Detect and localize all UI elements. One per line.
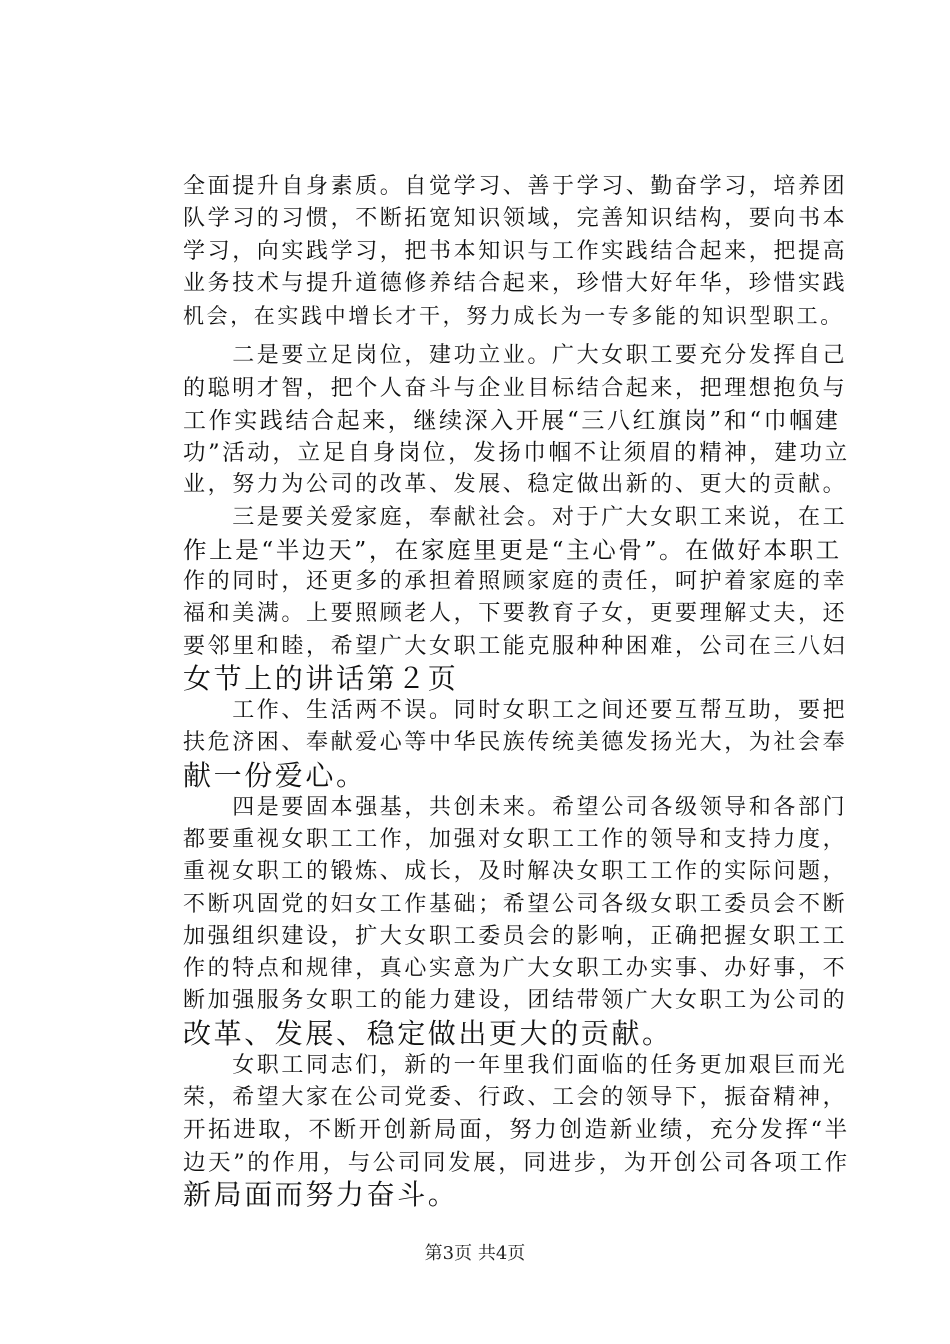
text-line: 断加强服务女职工的能力建设，团结带领广大女职工为公司的 — [183, 988, 848, 1013]
text-line: 三是要关爱家庭，奉献社会。对于广大女职工来说，在工 — [183, 505, 848, 530]
text-line: 功”活动，立足自身岗位，发扬巾帼不让须眉的精神，建功立 — [183, 440, 850, 466]
text-line: 作的特点和规律，真心实意为广大女职工办实事、办好事，不 — [183, 956, 848, 981]
text-line: 都要重视女职工工作，加强对女职工工作的领导和支持力度， — [183, 827, 848, 852]
text-line: 工作实践结合起来，继续深入开展“三八红旗岗”和“巾帼建 — [183, 408, 841, 434]
text-line: 队学习的习惯，不断拓宽知识领域，完善知识结构，要向书本 — [183, 206, 848, 231]
text-line: 加强组织建设，扩大女职工委员会的影响，正确把握女职工工 — [183, 924, 848, 949]
text-line: 二是要立足岗位，建功立业。广大女职工要充分发挥自己 — [183, 343, 848, 368]
text-line: 要邻里和睦，希望广大女职工能克服种种困难，公司在三八妇 — [183, 634, 848, 659]
text-line: 女节上的讲话第２页 — [183, 662, 459, 695]
text-line: 业，努力为公司的改革、发展、稳定做出新的、更大的贡献。 — [183, 472, 848, 497]
text-line: 献一份爱心。 — [183, 759, 367, 792]
text-line: 扶危济困、奉献爱心等中华民族传统美德发扬光大，为社会奉 — [183, 730, 848, 755]
text-line: 新局面而努力奋斗。 — [183, 1178, 459, 1211]
text-line: 作上是“半边天”，在家庭里更是“主心骨”。在做好本职工 — [183, 536, 842, 564]
text-line: 荣，希望大家在公司党委、行政、工会的领导下，振奋精神， — [183, 1085, 848, 1110]
text-line: 学习，向实践学习，把书本知识与工作实践结合起来，把提高 — [183, 239, 848, 264]
text-line: 全面提升自身素质。自觉学习、善于学习、勤奋学习，培养团 — [183, 174, 848, 199]
text-line: 四是要固本强基，共创未来。希望公司各级领导和各部门 — [183, 795, 848, 820]
text-line: 开拓进取，不断开创新局面，努力创造新业绩，充分发挥“半 — [183, 1117, 850, 1143]
text-line: 机会，在实践中增长才干，努力成长为一专多能的知识型职工。 — [183, 304, 844, 328]
text-line: 改革、发展、稳定做出更大的贡献。 — [183, 1017, 673, 1050]
text-line: 的聪明才智，把个人奋斗与企业目标结合起来，把理想抱负与 — [183, 376, 848, 401]
text-line: 福和美满。上要照顾老人，下要教育子女，更要理解丈夫，还 — [183, 601, 848, 626]
text-line: 工作、生活两不误。同时女职工之间还要互帮互助，要把 — [183, 698, 848, 723]
text-line: 作的同时，还更多的承担着照顾家庭的责任，呵护着家庭的幸 — [183, 569, 848, 594]
page-footer: 第3页 共4页 — [424, 1243, 526, 1264]
text-line: 业务技术与提升道德修养结合起来，珍惜大好年华，珍惜实践 — [183, 271, 848, 296]
text-line: 边天”的作用，与公司同发展，同进步，为开创公司各项工作 — [183, 1150, 850, 1176]
text-line: 重视女职工的锻炼、成长，及时解决女职工工作的实际问题， — [183, 859, 848, 884]
text-line: 女职工同志们，新的一年里我们面临的任务更加艰巨而光 — [183, 1053, 848, 1078]
text-line: 不断巩固党的妇女工作基础；希望公司各级女职工委员会不断 — [183, 892, 848, 917]
